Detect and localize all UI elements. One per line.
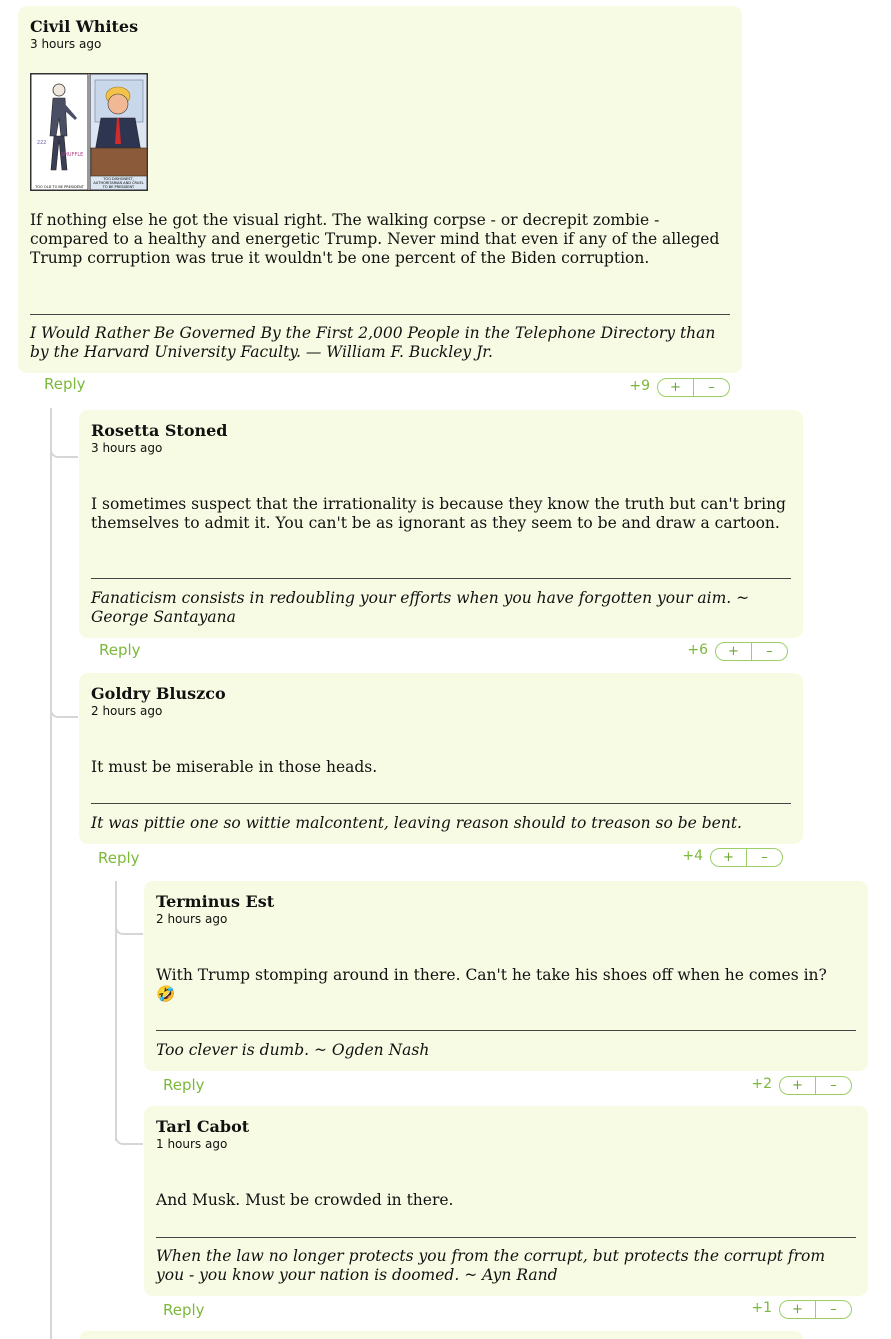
comment [144, 881, 868, 1071]
comment-timestamp[interactable]: 2 hours ago [156, 912, 228, 926]
reply-button[interactable]: Reply [163, 1301, 205, 1319]
comment-signature: It was pittie one so wittie malcontent, leaving reason should to treason so be bent. [91, 814, 742, 832]
upvote-button[interactable]: + [670, 380, 681, 395]
comment [79, 410, 803, 638]
signature-divider [91, 803, 791, 804]
cartoon-illustration [31, 74, 147, 190]
comment [144, 1106, 868, 1296]
downvote-button[interactable]: – [751, 643, 787, 660]
svg-text:SHUFFLE: SHUFFLE [61, 152, 84, 158]
comment-author[interactable]: Civil Whites [30, 17, 139, 36]
comment-partial [79, 1331, 803, 1339]
comment-body [156, 966, 856, 1004]
signature-divider [156, 1237, 856, 1238]
reply-button[interactable]: Reply [98, 849, 140, 867]
signature-divider [91, 578, 791, 579]
comment-signature: Too clever is dumb. ~ Ogden Nash [156, 1041, 430, 1059]
laughing-emoji-icon: 🤣 [156, 985, 176, 1003]
comment-body: I sometimes suspect that the irrationality is because they know the truth but can't bring themselves to admit it. You can't be as ignorant as they seem to be and draw a cartoon. [91, 495, 786, 532]
comment [18, 6, 742, 373]
downvote-button[interactable]: – [815, 1077, 851, 1094]
comment-author[interactable]: Tarl Cabot [156, 1117, 250, 1136]
thread-connector [50, 680, 78, 718]
comment-signature: When the law no longer protects you from the corrupt, but protects the corrupt from you - you know your nation is doomed. ~ Ayn Rand [156, 1247, 826, 1284]
vote-buttons [779, 1300, 852, 1319]
thread-line-level-1 [50, 408, 52, 1339]
comment-author[interactable]: Rosetta Stoned [91, 421, 228, 440]
comment-timestamp[interactable]: 3 hours ago [91, 441, 163, 455]
reply-button[interactable]: Reply [44, 375, 86, 393]
comment-body-text: With Trump stomping around in there. Can't he take his shoes off when he comes in? [156, 966, 827, 984]
comment-body: And Musk. Must be crowded in there. [156, 1191, 454, 1209]
cartoon-image[interactable] [30, 73, 148, 191]
comment-author[interactable]: Terminus Est [156, 892, 275, 911]
upvote-button[interactable]: + [792, 1302, 803, 1317]
comment-signature: Fanaticism consists in redoubling your efforts when you have forgotten your aim. ~ George Santayana [91, 589, 750, 626]
signature-divider [156, 1030, 856, 1031]
svg-text:zzz: zzz [37, 139, 47, 146]
downvote-button[interactable]: – [693, 379, 729, 396]
upvote-button[interactable]: + [728, 644, 739, 659]
vote-buttons [779, 1076, 852, 1095]
comment-body: It must be miserable in those heads. [91, 758, 378, 776]
comment-author[interactable]: Goldry Bluszco [91, 684, 226, 703]
comment-body: If nothing else he got the visual right. The walking corpse - or decrepit zombie - compared to a healthy and energetic Trump. Never mind that even if any of the alleged Trump corruption was true it wouldn't be one percent of the Biden corruption. [30, 211, 720, 267]
thread-connector [115, 895, 143, 935]
vote-score: +4 [682, 848, 703, 864]
thread-connector [50, 420, 78, 458]
downvote-button[interactable]: – [746, 849, 782, 866]
upvote-button[interactable]: + [723, 850, 734, 865]
signature-divider [30, 314, 730, 315]
vote-buttons [710, 848, 783, 867]
comment [79, 673, 803, 844]
comment-timestamp[interactable]: 1 hours ago [156, 1137, 228, 1151]
cartoon-caption-left: TOO OLD TO BE PRESIDENT [35, 185, 84, 189]
vote-buttons [657, 378, 730, 397]
downvote-button[interactable]: – [815, 1301, 851, 1318]
reply-button[interactable]: Reply [163, 1076, 205, 1094]
cartoon-caption-right: TOO DISHONEST, AUTHORITARIAN AND CRUEL TO BE PRESIDENT [93, 177, 144, 189]
vote-score: +1 [751, 1300, 772, 1316]
upvote-button[interactable]: + [792, 1078, 803, 1093]
thread-connector [115, 1105, 143, 1145]
vote-score: +2 [751, 1076, 772, 1092]
vote-score: +6 [687, 642, 708, 658]
vote-score: +9 [629, 378, 650, 394]
comment-timestamp[interactable]: 2 hours ago [91, 704, 163, 718]
comment-signature: I Would Rather Be Governed By the First 2,000 People in the Telephone Directory than by the Harvard University Faculty. — William F. Buckley Jr. [30, 324, 716, 361]
reply-button[interactable]: Reply [99, 641, 141, 659]
comment-timestamp[interactable]: 3 hours ago [30, 37, 102, 51]
vote-buttons [715, 642, 788, 661]
